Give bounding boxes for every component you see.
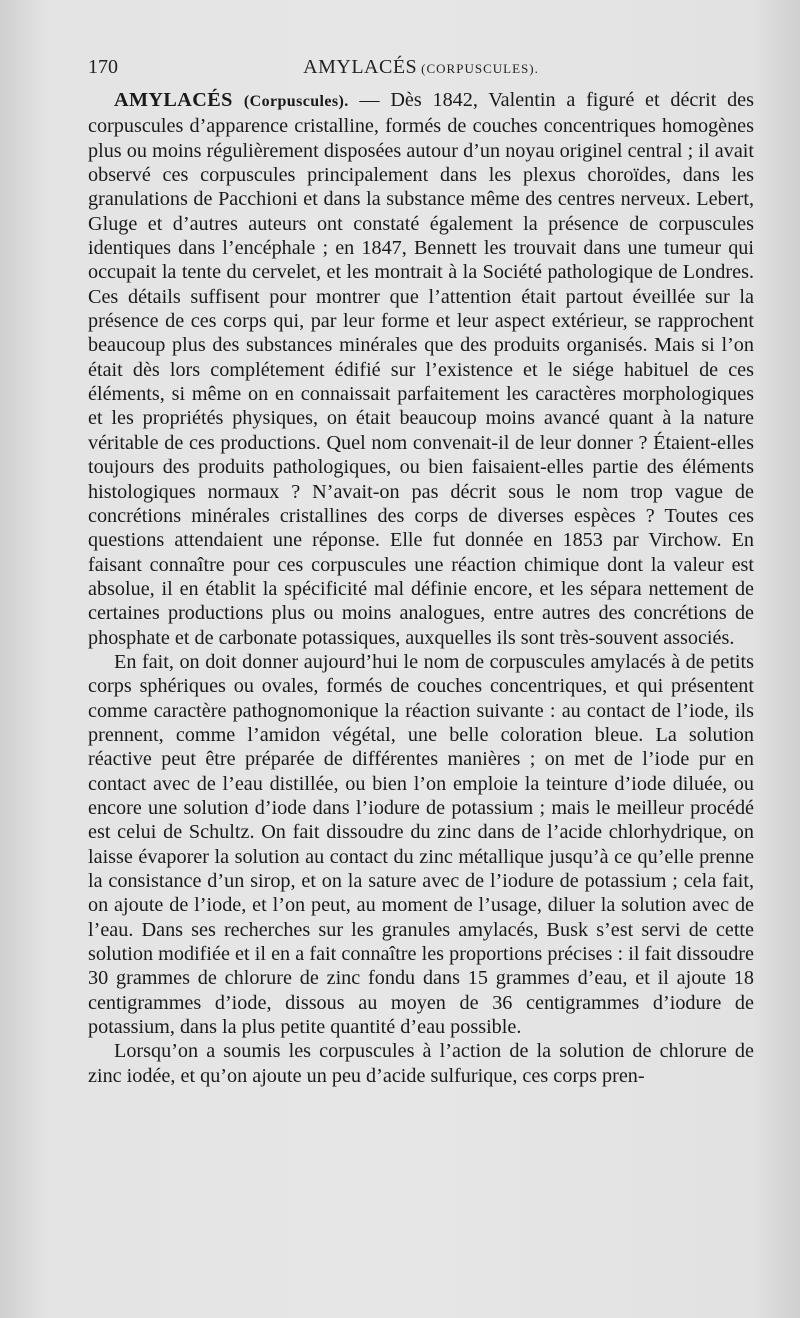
page-number: 170 bbox=[88, 56, 118, 78]
running-title-main: AMYLACÉS bbox=[303, 56, 418, 78]
article-body bbox=[88, 88, 754, 1088]
paragraph-2: En fait, on doit donner aujourd’hui le nom de corpuscules amylacés à de petits corps sphériques ou ovales, formés de couches concentriques, et qui présentent comme caractère pathognomonique la réaction suivante : au contact de l’iode, ils prennent, comme l’amidon végétal, une belle coloration bleue. La solution réactive peut être préparée de différentes manières ; on met de l’iode pur en contact avec de l’eau distillée, ou bien l’on emploie la teinture d’iode diluée, ou encore une solution d’iode dans l’iodure de potassium ; mais le meilleur procédé est celui de Schultz. On fait dissoudre du zinc dans de l’acide chlorhydrique, on laisse évaporer la solution au contact du zinc métallique jusqu’à ce qu’elle prenne la consistance d’un sirop, et on la sature avec de l’iodure de potassium ; cela fait, on ajoute de l’iode, et l’on peut, au moment de l’usage, diluer la solution avec de l’eau. Dans ses recherches sur les granules amylacés, Busk s’est servi de cette solution modifiée et il en a fait connaître les proportions précises : il fait dissoudre 30 grammes de chlorure de zinc fondu dans 15 grammes d’eau, et il ajoute 18 centigrammes d’iode, dissous au moyen de 36 centigrammes d’iodure de potassium, dans la plus petite quantité d’eau possible. bbox=[88, 650, 754, 1039]
entry-headword-word: AMYLACÉS bbox=[114, 89, 233, 111]
running-title-sub: (CORPUSCULES). bbox=[421, 61, 539, 76]
entry-headword bbox=[114, 89, 349, 111]
paragraph-3: Lorsqu’on a soumis les corpuscules à l’action de la solution de chlorure de zinc iodée, et qu’on ajoute un peu d’acide sulfurique, ces corps pren- bbox=[88, 1040, 754, 1087]
running-title bbox=[88, 56, 754, 79]
running-header bbox=[88, 56, 754, 82]
paragraph-1-text: — Dès 1842, Valentin a figuré et décrit des corpuscules d’apparence cristalline, formés de couches concentriques homogènes plus ou moins régulièrement disposées autour d’un noyau originel central ; il avait observé ces corpuscules principalement dans les plexus choroïdes, dans les granulations de Pacchioni et dans la substance même des centres nerveux. Lebert, Gluge et d’autres auteurs ont constaté également la présence de corpuscules identiques dans l’encéphale ; en 1847, Bennett les trouvait dans une tumeur qui occupait la tente du cervelet, et les montrait à la Société pathologique de Londres. Ces détails suffisent pour montrer que l’attention était partout éveillée sur la présence de ces corps qui, par leur forme et leur aspect extérieur, se rapprochent beaucoup plus des substances minérales que des produits organisés. Mais si l’on était dès lors complétement édifié sur l’existence et le siége habituel de ces éléments, si même on en connaissait parfaitement les caractères morphologiques et les propriétés physiques, on était beaucoup moins avancé quant à la nature véritable de ces productions. Quel nom convenait-il de leur donner ? Étaient-elles toujours des produits pathologiques, ou bien faisaient-elles partie des éléments histologiques normaux ? N’avait-on pas décrit sous le nom trop vague de concrétions minérales cristallines des corps de diverses espèces ? Toutes ces questions attendaient une réponse. Elle fut donnée en 1853 par Virchow. En faisant connaître pour ces corpuscules une réaction chimique dont la valeur est absolue, il en établit la spécificité mal définie encore, et les sépara nettement de certaines productions plus ou moins analogues, entre autres des concrétions de phosphate et de carbonate potassiques, auxquelles ils sont très-souvent associés. bbox=[88, 89, 754, 649]
entry-headword-qualifier: (Corpuscules). bbox=[243, 93, 349, 110]
paragraph-1 bbox=[88, 88, 754, 650]
